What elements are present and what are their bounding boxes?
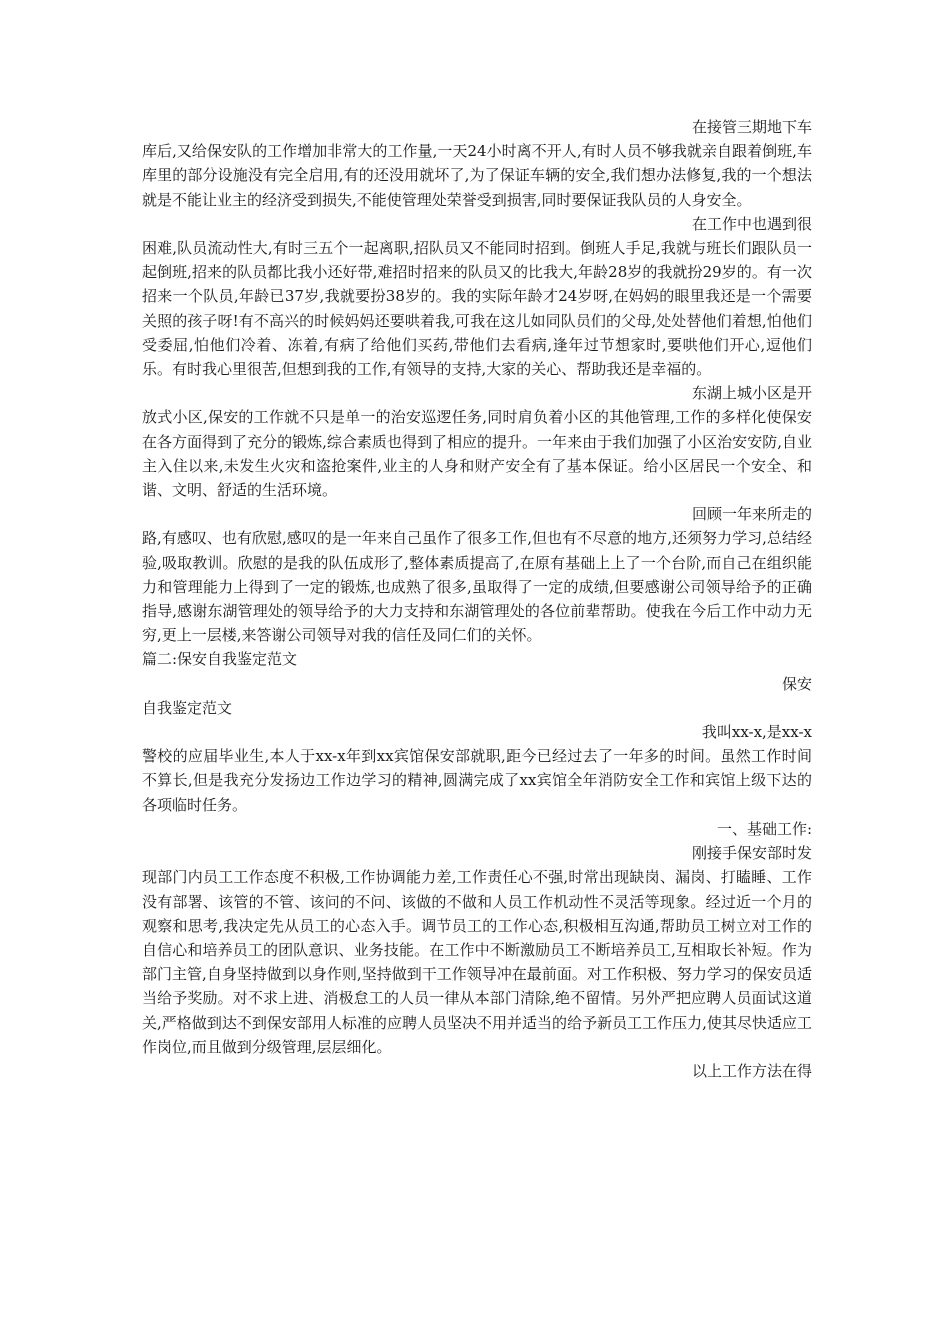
paragraph-lead: 刚接手保安部时发 <box>691 844 812 863</box>
title-part-2: 自我鉴定范文 <box>142 698 233 717</box>
paragraph: 困难,队员流动性大,有时三五个一起离职,招队员又不能同时招到。倒班人手足,我就与班长们跟队员一起倒班,招来的队员都比我小还好带,难招时招来的队员又的比我大,年龄28岁的我就扮29岁的。有一次招来一个队员,年龄已37岁,我就要扮38岁的。我的实际年龄才24岁呀,在妈妈的眼里我还是一个需要关照的孩子呀!有不高兴的时候妈妈还要哄着我,可我在这儿如同队员们的父母,处处替他们着想,怕他们受委屈,怕他们冷着、冻着,有病了给他们买药,带他们去看病,逢年过节想家时,要哄他们开心,逗他们乐。有时我心里很苦,但想到我的工作,有领导的支持,大家的关心、帮助我还是幸福的。 <box>142 239 812 379</box>
paragraph: 放式小区,保安的工作就不只是单一的治安巡逻任务,同时肩负着小区的其他管理,工作的多样化使保安在各方面得到了充分的锻炼,综合素质也得到了相应的提升。一年来由于我们加强了小区治安安防,自业主入住以来,未发生火灾和盗抢案件,业主的人身和财产安全有了基本保证。给小区居民一个安全、和谐、文明、舒适的生活环境。 <box>142 408 812 500</box>
paragraph-lead: 我叫xx-x,是xx-x <box>701 723 812 742</box>
document-body <box>142 115 812 1083</box>
paragraph-lead: 东湖上城小区是开 <box>691 384 812 403</box>
paragraph: 库后,又给保安队的工作增加非常大的工作量,一天24小时离不开人,有时人员不够我就亲自跟着倒班,车库里的部分设施没有完全启用,有的还没用就坏了,为了保证车辆的安全,我们想办法修复,我的一个想法就是不能让业主的经济受到损失,不能使管理处荣誉受到损害,同时要保证我队员的人身安全。 <box>142 142 812 209</box>
section-heading: 篇二:保安自我鉴定范文 <box>142 650 298 669</box>
title-part-1: 保安 <box>781 674 812 693</box>
subheading: 一、基础工作: <box>716 819 812 838</box>
paragraph-lead: 以上工作方法在得 <box>691 1061 812 1080</box>
paragraph: 路,有感叹、也有欣慰,感叹的是一年来自己虽作了很多工作,但也有不尽意的地方,还须努力学习,总结经验,吸取教训。欣慰的是我的队伍成形了,整体素质提高了,在原有基础上上了一个台阶,而自己在组织能力和管理能力上得到了一定的锻炼,也成熟了很多,虽取得了一定的成绩,但要感谢公司领导给予的正确指导,感谢东湖管理处的领导给予的大力支持和东湖管理处的各位前辈帮助。使我在今后工作中动力无穷,更上一层楼,来答谢公司领导对我的信任及同仁们的关怀。 <box>142 529 812 645</box>
paragraph-lead: 回顾一年来所走的 <box>691 505 812 524</box>
paragraph: 警校的应届毕业生,本人于xx-x年到xx宾馆保安部就职,距今已经过去了一年多的时间。虽然工作时间不算长,但是我充分发扬边工作边学习的精神,圆满完成了xx宾馆全年消防安全工作和宾馆上级下达的各项临时任务。 <box>142 747 812 814</box>
paragraph-lead: 在工作中也遇到很 <box>691 214 812 233</box>
paragraph-lead: 在接管三期地下车 <box>691 118 812 136</box>
paragraph: 现部门内员工工作态度不积极,工作协调能力差,工作责任心不强,时常出现缺岗、漏岗、打瞌睡、工作没有部署、该管的不管、该问的不问、该做的不做和人员工作机动性不灵活等现象。经过近一个月的观察和思考,我决定先从员工的心态入手。调节员工的工作心态,积极相互沟通,帮助员工树立对工作的自信心和培养员工的团队意识、业务技能。在工作中不断激励员工不断培养员工,互相取长补短。作为部门主管,自身坚持做到以身作则,坚持做到干工作领导冲在最前面。对工作积极、努力学习的保安员适当给予奖励。对不求上进、消极怠工的人员一律从本部门清除,绝不留情。另外严把应聘人员面试这道关,严格做到达不到保安部用人标准的应聘人员坚决不用并适当的给予新员工工作压力,使其尽快适应工作岗位,而且做到分级管理,层层细化。 <box>142 868 812 1056</box>
